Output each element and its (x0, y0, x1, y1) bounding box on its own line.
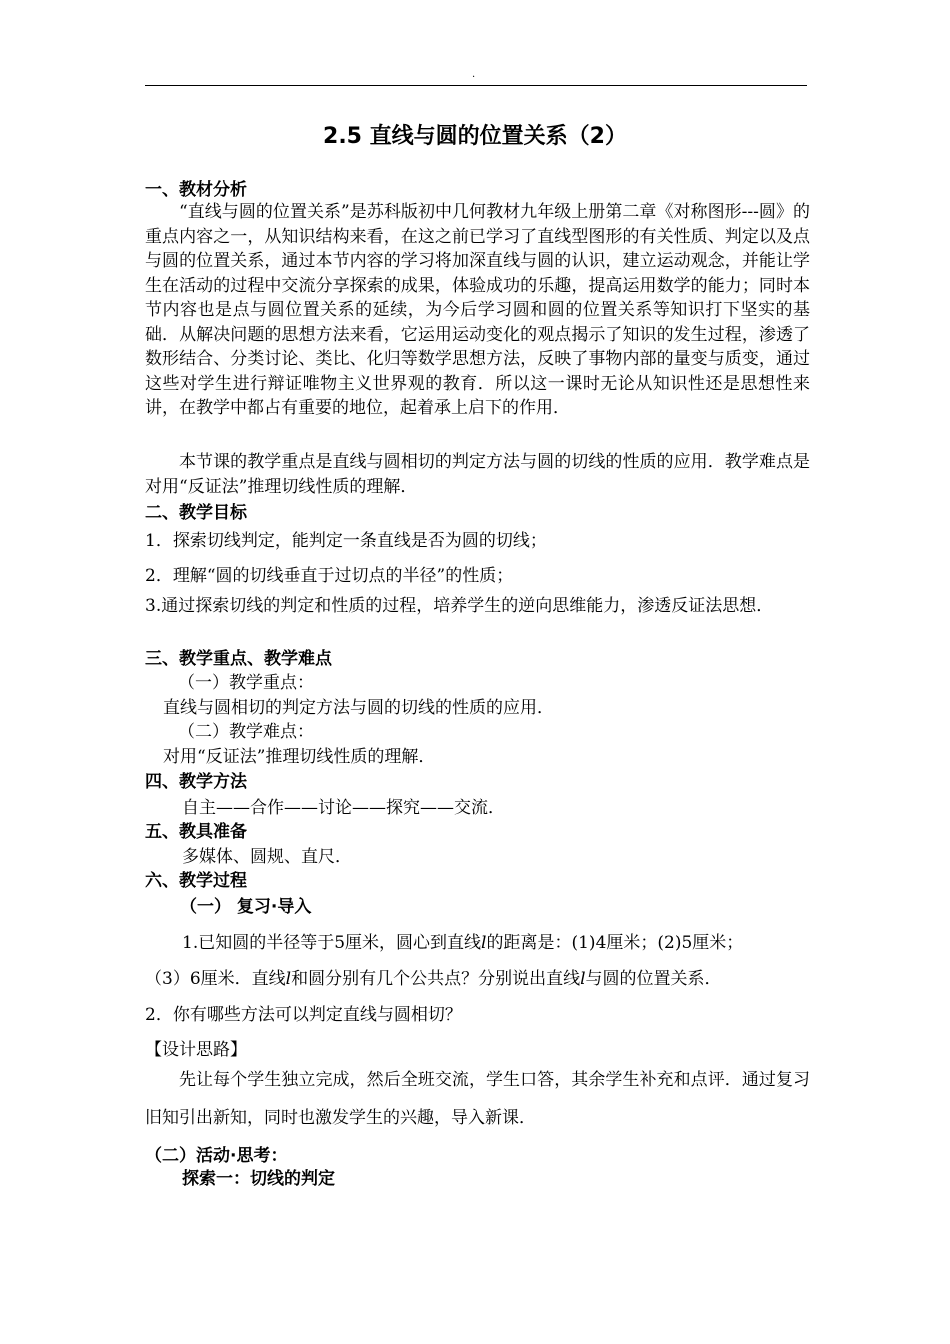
question-1-text-b: 的距离是：(1)4厘米；(2)5厘米； (486, 933, 744, 953)
exploration-1-heading: 探索一：切线的判定 (182, 1169, 335, 1189)
question-1-line-1 (182, 928, 743, 953)
header-rule (145, 85, 807, 86)
section-1-heading: 一、教材分析 (145, 180, 247, 200)
objective-1: 1．探索切线判定，能判定一条直线是否为圆的切线； (145, 531, 547, 551)
design-idea-label: 【设计思路】 (145, 1040, 247, 1060)
header-mark: . (472, 69, 476, 80)
section-1-paragraph-2: 本节课的教学重点是直线与圆相切的判定方法与圆的切线的性质的应用．教学难点是对用“反证法”推理切线性质的理解． (145, 452, 810, 497)
variable-l: l (580, 969, 586, 989)
section-3-heading: 三、教学重点、教学难点 (145, 649, 332, 669)
variable-l: l (481, 933, 487, 953)
objective-3: 3.通过探索切线的判定和性质的过程，培养学生的逆向思维能力，渗透反证法思想． (145, 596, 774, 616)
section-6-heading: 六、教学过程 (145, 871, 247, 891)
document-title: 2.5 直线与圆的位置关系（2） (323, 124, 627, 149)
design-idea-text: 先让每个学生独立完成，然后全班交流，学生口答，其余学生补充和点评．通过复习旧知引出新知，同时也激发学生的兴趣，导入新课． (145, 1070, 810, 1128)
activity-subheading: （二）活动·思考： (145, 1146, 288, 1166)
section-2-heading: 二、教学目标 (145, 503, 247, 523)
objective-2: 2．理解“圆的切线垂直于过切点的半径”的性质； (145, 566, 514, 586)
question-1-line-2 (145, 964, 722, 989)
review-subheading: （一） 复习·导入 (180, 897, 312, 917)
difficulty-text: 对用“反证法”推理切线性质的理解． (163, 747, 436, 767)
section-5-heading: 五、教具准备 (145, 822, 247, 842)
question-1-text-e: 与圆的位置关系． (585, 969, 722, 989)
key-point-label: （一）教学重点： (178, 673, 314, 693)
question-1-text-c: （3）6厘米．直线 (145, 969, 286, 989)
variable-l: l (285, 969, 292, 989)
teaching-tools-text: 多媒体、圆规、直尺． (182, 847, 352, 867)
question-1-text-d: 和圆分别有几个公共点？分别说出直线 (291, 969, 581, 989)
question-2: 2．你有哪些方法可以判定直线与圆相切？ (145, 1005, 462, 1025)
difficulty-label: （二）教学难点： (178, 722, 314, 742)
section-1-paragraph-1: “直线与圆的位置关系”是苏科版初中几何教材九年级上册第二章《对称图形---圆》的重点内容之一，从知识结构来看，在这之前已学习了直线型图形的有关性质、判定以及点与圆的位置关系，通过本节内容的学习将加深直线与圆的认识，建立运动观念，并能让学生在活动的过程中交流分享探索的成果，体验成功的乐趣，提高运用数学的能力；同时本节内容也是点与圆位置关系的延续，为今后学习圆和圆的位置关系等知识打下坚实的基础．从解决问题的思想方法来看，它运用运动变化的观点揭示了知识的发生过程，渗透了数形结合、分类讨论、类比、化归等数学思想方法，反映了事物内部的量变与质变，通过这些对学生进行辩证唯物主义世界观的教育．所以这一课时无论从知识性还是思想性来讲，在教学中都占有重要的地位，起着承上启下的作用． (145, 202, 810, 418)
section-4-heading: 四、教学方法 (145, 772, 247, 792)
teaching-method-text: 自主——合作——讨论——探究——交流． (182, 798, 505, 818)
key-point-text: 直线与圆相切的判定方法与圆的切线的性质的应用． (163, 698, 554, 718)
question-1-text-a: 1.已知圆的半径等于5厘米，圆心到直线 (182, 933, 482, 953)
